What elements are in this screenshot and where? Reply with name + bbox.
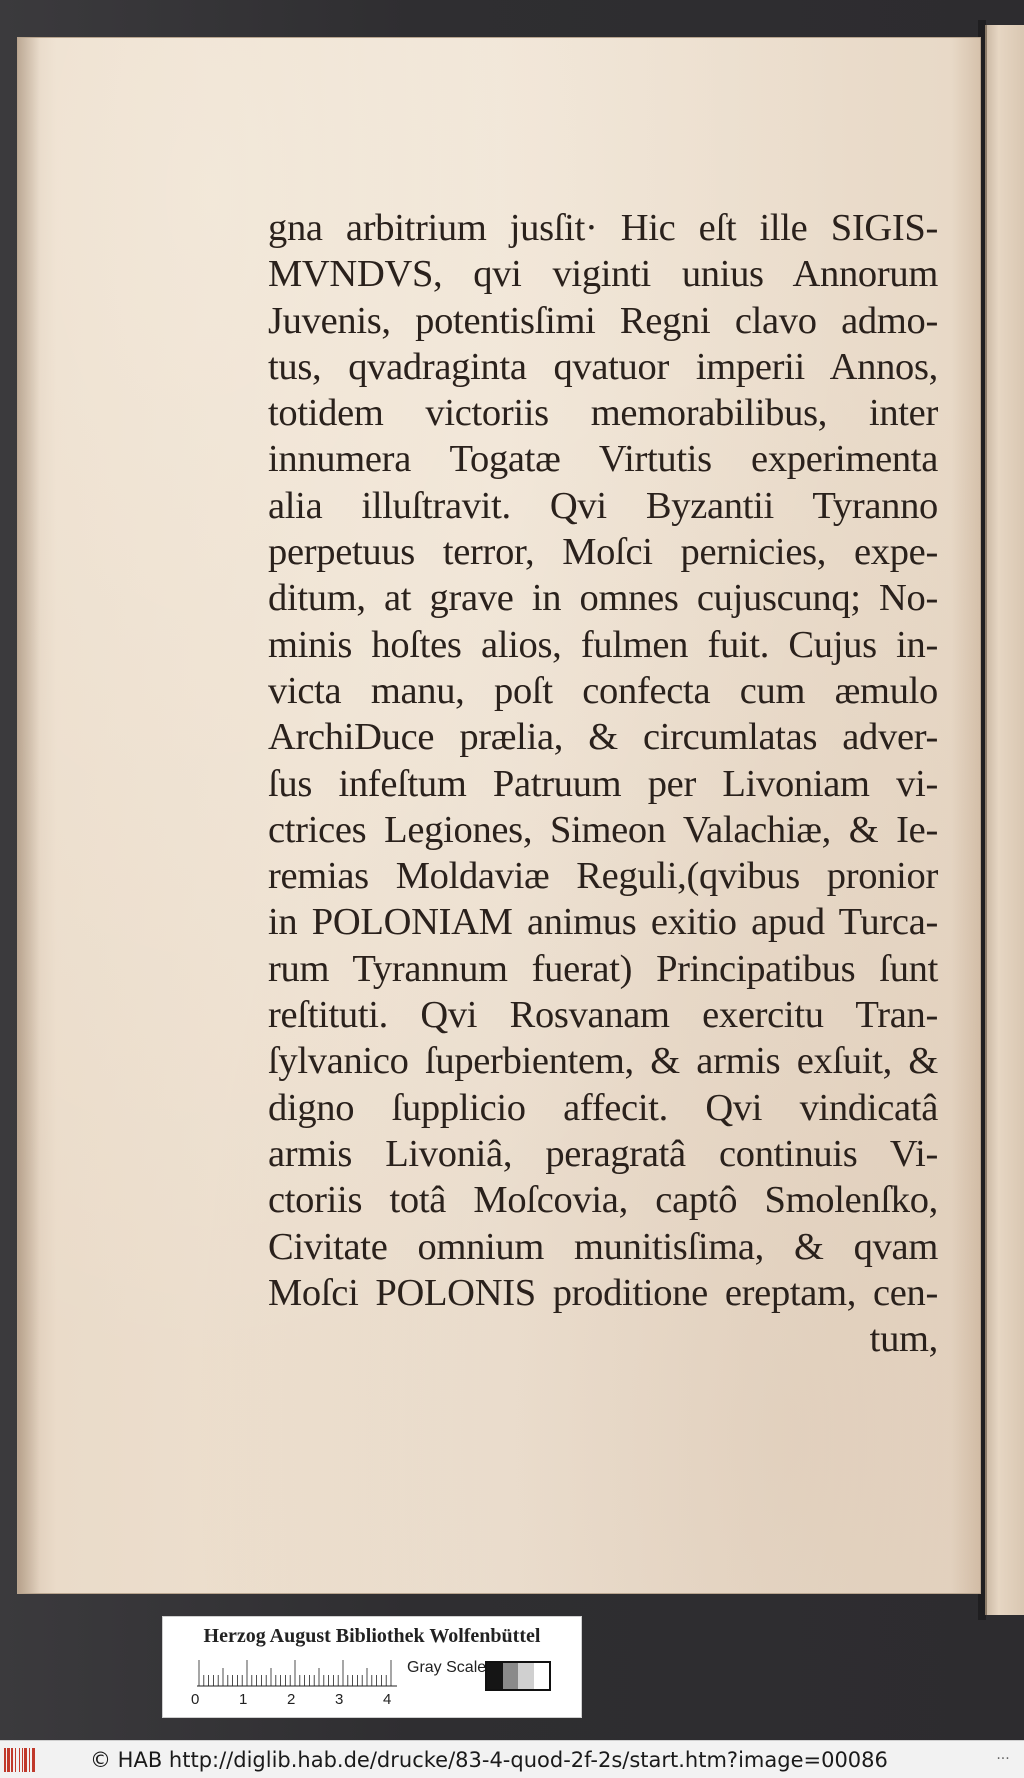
ruler-number: 2 (287, 1691, 296, 1708)
text-line: Civitate omnium munitisſima, & qvam (268, 1225, 938, 1268)
text-line: Moſci POLONIS proditione ereptam, cen- (268, 1271, 938, 1314)
gray-swatch (534, 1663, 550, 1689)
text-line: minis hoſtes alios, fulmen fuit. Cujus in- (268, 623, 938, 666)
text-line: tus, qvadraginta qvatuor imperii Annos, (268, 345, 938, 388)
text-line: in POLONIAM animus exitio apud Turca- (268, 901, 938, 944)
text-line: Juvenis, potentisſimi Regni clavo admo- (268, 299, 938, 342)
text-line: ſylvanico ſuperbientem, & armis exſuit, & (268, 1040, 938, 1083)
gray-swatch (518, 1663, 534, 1689)
text-line: MVNDVS, qvi viginti unius Annorum (268, 253, 938, 296)
ruler-numbers (191, 1691, 421, 1711)
page-text (268, 205, 938, 1362)
ruler-number: 4 (383, 1691, 392, 1708)
gray-scale-label: Gray Scale (407, 1659, 487, 1676)
gray-scale-swatches (485, 1661, 551, 1691)
ruler-number: 0 (191, 1691, 200, 1708)
next-page-edge (985, 25, 1024, 1615)
source-url[interactable]: © HAB http://diglib.hab.de/drucke/83-4-quod-2f-2s/start.htm?image=00086 (90, 1748, 888, 1772)
more-icon[interactable]: ··· (996, 1751, 1010, 1767)
ruler-scale (197, 1657, 397, 1687)
text-line: rum Tyrannum fuerat) Principatibus ſunt (268, 947, 938, 990)
color-ruler-card (162, 1616, 582, 1718)
text-line: alia illuſtravit. Qvi Byzantii Tyranno (268, 484, 938, 527)
text-line: innumera Togatæ Virtutis experimenta (268, 438, 938, 481)
ruler-number: 1 (239, 1691, 248, 1708)
text-line: ArchiDuce prælia, & circumlatas adver- (268, 716, 938, 759)
text-line: victa manu, poſt confecta cum æmulo (268, 669, 938, 712)
text-line: digno ſupplicio affecit. Qvi vindicatâ (268, 1086, 938, 1129)
text-line: remias Moldaviæ Reguli,(qvibus pronior (268, 855, 938, 898)
page-edge-shadow (18, 38, 40, 1593)
gray-swatch (487, 1663, 503, 1689)
text-line: totidem victoriis memorabilibus, inter (268, 392, 938, 435)
text-line: armis Livoniâ, peragratâ continuis Vi- (268, 1132, 938, 1175)
catchword: tum, (869, 1318, 938, 1361)
text-line: reſtituti. Qvi Rosvanam exercitu Tran- (268, 994, 938, 1037)
ruler-title: Herzog August Bibliothek Wolfenbüttel (203, 1625, 541, 1647)
text-line: ctoriis totâ Moſcovia, captô Smolenſko, (268, 1179, 938, 1222)
text-line: ſus infeſtum Patruum per Livoniam vi- (268, 762, 938, 805)
url-footer (0, 1740, 1024, 1778)
text-line: ctrices Legiones, Simeon Valachiæ, & Ie- (268, 808, 938, 851)
barcode-icon (4, 1748, 46, 1772)
ruler-number: 3 (335, 1691, 344, 1708)
text-line: perpetuus terror, Moſci pernicies, expe- (268, 531, 938, 574)
text-line: ditum, at grave in omnes cujuscunq; No- (268, 577, 938, 620)
text-line: gna arbitrium jusſit· Hic eſt ille SIGIS- (268, 207, 938, 249)
gray-swatch (503, 1663, 519, 1689)
